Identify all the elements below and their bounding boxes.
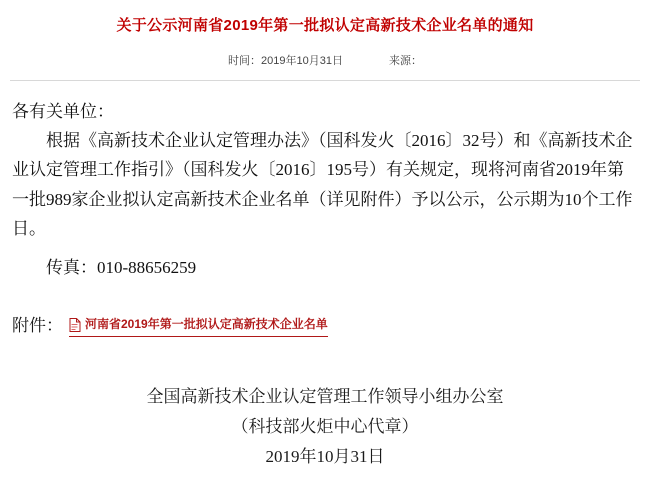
signature-date: 2019年10月31日 — [265, 447, 385, 467]
fax-line: 传真：010-88656259 — [46, 258, 197, 278]
document-icon — [69, 318, 81, 332]
publish-source: 来源： — [388, 55, 422, 67]
signature-block — [0, 382, 650, 473]
signature-seal-note: （科技部火炬中心代章） — [231, 416, 419, 436]
publish-time: 时间：2019年10月31日 — [228, 55, 343, 67]
main-paragraph: 根据《高新技术企业认定管理办法》（国科发火〔2016〕32号）和《高新技术企业认定管理工作指引》（国科发火〔2016〕195号）有关规定，现将河南省2019年第一批989家企业拟认定高新技术企业名单（详见附件）予以公示，公示期为10个工作日。 — [12, 131, 633, 238]
document-body — [0, 97, 650, 282]
attachment-label: 附件： — [12, 316, 63, 336]
page-title: 关于公示河南省2019年第一批拟认定高新技术企业名单的通知 — [116, 17, 534, 34]
attachment-link-text: 河南省2019年第一批拟认定高新技术企业名单 — [85, 317, 328, 332]
document-meta — [0, 52, 650, 68]
signature-org: 全国高新技术企业认定管理工作领导小组办公室 — [146, 386, 504, 406]
attachment-link[interactable] — [69, 315, 328, 336]
salutation: 各有关单位： — [12, 102, 114, 121]
header-divider — [10, 80, 640, 81]
attachment-row — [0, 312, 650, 339]
